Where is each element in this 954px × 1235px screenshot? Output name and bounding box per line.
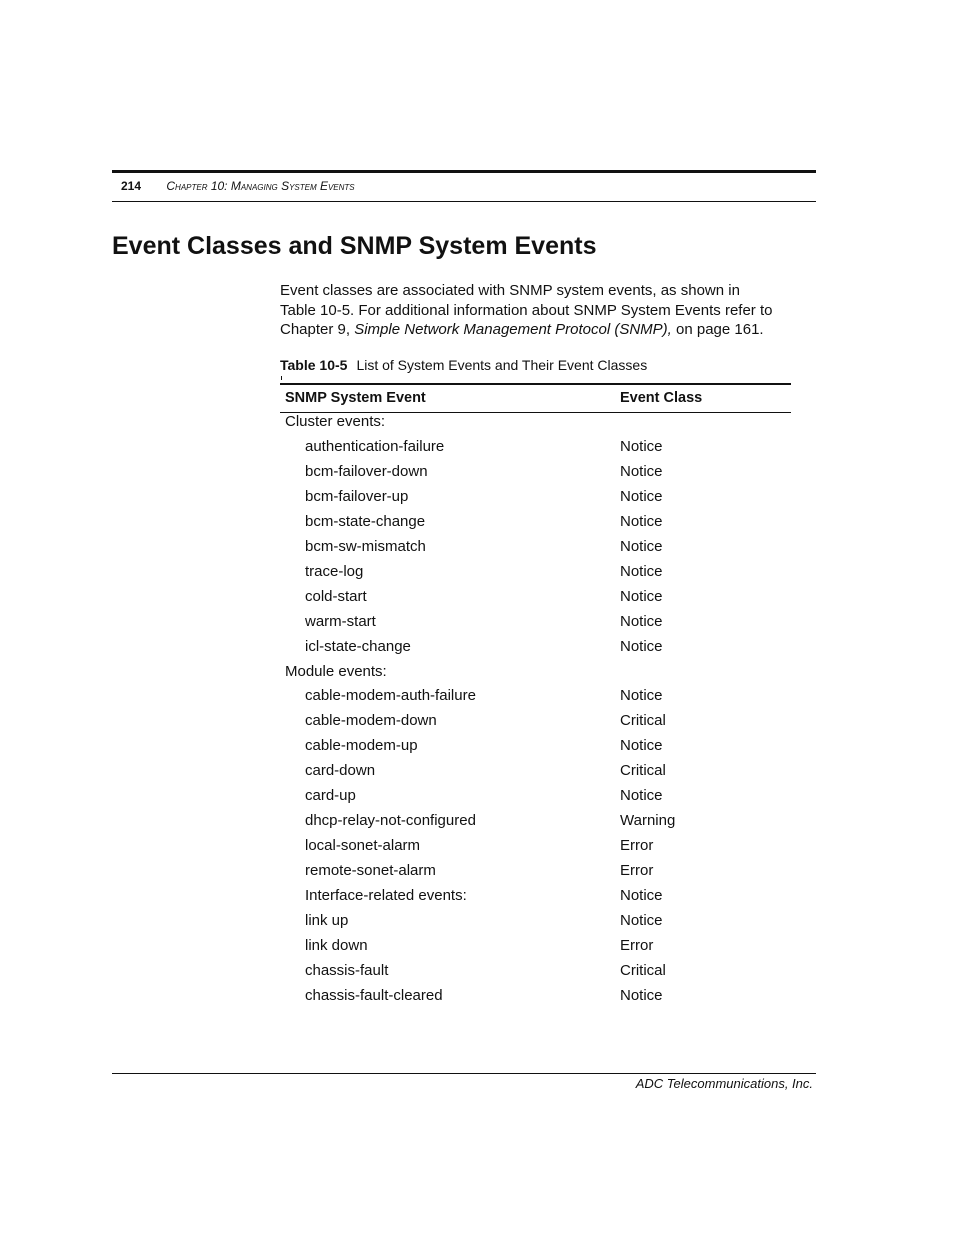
event-name: cold-start	[305, 587, 367, 605]
intro-line-1: Event classes are associated with SNMP system events, as shown in	[280, 282, 740, 299]
table-row	[280, 886, 791, 911]
table-top-rule	[280, 383, 791, 385]
event-class: Notice	[620, 587, 663, 605]
event-name: card-down	[305, 762, 376, 780]
event-name: bcm-state-change	[305, 512, 426, 530]
table-row	[280, 836, 791, 861]
event-name: trace-log	[305, 562, 364, 580]
event-name: Module events:	[285, 662, 387, 680]
intro-paragraph	[280, 281, 810, 340]
header-bottom-rule	[112, 201, 816, 202]
event-class: Notice	[620, 562, 663, 580]
table-row	[280, 612, 791, 637]
event-class: Notice	[620, 537, 663, 555]
table-row	[280, 861, 791, 886]
event-class: Error	[620, 936, 654, 954]
table-row	[280, 786, 791, 811]
table-row	[280, 512, 791, 537]
table-row	[280, 487, 791, 512]
event-name: chassis-fault-cleared	[305, 986, 443, 1004]
table-row	[280, 462, 791, 487]
event-name: chassis-fault	[305, 961, 389, 979]
event-name: bcm-failover-down	[305, 462, 428, 480]
event-class: Notice	[620, 986, 663, 1004]
column-header-event: SNMP System Event	[285, 390, 426, 406]
event-class: Critical	[620, 712, 666, 730]
table-caption-label: Table 10-5	[280, 357, 348, 373]
chapter-title: Chapter 10: Managing System Events	[166, 179, 355, 193]
event-name: link down	[305, 936, 368, 954]
intro-line-2: Table 10-5. For additional information about SNMP System Events refer to	[280, 301, 773, 319]
table-row	[280, 911, 791, 936]
table-row	[280, 986, 791, 1011]
table-caption-text: List of System Events and Their Event Classes	[356, 357, 648, 373]
event-class: Notice	[620, 912, 663, 929]
page-number: 214	[121, 179, 142, 193]
table-row	[280, 686, 791, 711]
footer-rule	[112, 1073, 816, 1074]
event-class: Notice	[620, 462, 663, 480]
event-name: bcm-failover-up	[305, 487, 409, 505]
table-row	[280, 761, 791, 786]
event-class: Error	[620, 862, 654, 880]
intro-line-3-prefix: Chapter 9,	[280, 321, 355, 338]
header-top-rule	[112, 170, 816, 173]
event-class: Notice	[620, 737, 663, 755]
event-name: cable-modem-auth-failure	[305, 687, 476, 705]
event-class: Critical	[620, 762, 666, 780]
event-class: Notice	[620, 887, 663, 905]
event-class: Warning	[620, 812, 676, 830]
event-name: warm-start	[305, 612, 376, 630]
chapter-reference: Simple Network Management Protocol (SNMP),	[354, 321, 672, 338]
table-row	[280, 811, 791, 836]
event-name: link up	[305, 912, 349, 929]
table-row	[280, 437, 791, 462]
event-class: Notice	[620, 612, 663, 630]
running-header	[121, 178, 355, 194]
event-class: Notice	[620, 637, 663, 655]
event-name: dhcp-relay-not-configured	[305, 812, 476, 830]
table-caption	[280, 356, 647, 374]
event-name: cable-modem-down	[305, 712, 437, 730]
event-class: Notice	[620, 512, 663, 530]
event-class: Notice	[620, 687, 663, 705]
caption-marker	[281, 376, 282, 380]
event-name: card-up	[305, 787, 356, 805]
event-class: Notice	[620, 787, 663, 805]
table-group-row	[280, 662, 791, 687]
intro-line-3-suffix: on page 161.	[671, 321, 764, 338]
event-name: local-sonet-alarm	[305, 837, 421, 855]
column-header-class: Event Class	[620, 390, 703, 406]
event-class: Notice	[620, 487, 663, 505]
event-name: remote-sonet-alarm	[305, 862, 436, 880]
section-heading: Event Classes and SNMP System Events	[112, 232, 597, 260]
event-name: Interface-related events:	[305, 887, 467, 905]
table-row	[280, 637, 791, 662]
table-row	[280, 537, 791, 562]
table-group-row	[280, 412, 791, 437]
table-row	[280, 711, 791, 736]
table-row	[280, 936, 791, 961]
table-row	[280, 587, 791, 612]
table-row	[280, 562, 791, 587]
table-row	[280, 736, 791, 761]
table-row	[280, 961, 791, 986]
event-class: Critical	[620, 961, 666, 979]
footer-publisher: ADC Telecommunications, Inc.	[635, 1076, 813, 1091]
event-name: cable-modem-up	[305, 737, 418, 755]
event-name: authentication-failure	[305, 437, 445, 455]
event-class: Error	[620, 837, 654, 855]
event-name: bcm-sw-mismatch	[305, 537, 426, 555]
event-name: Cluster events:	[285, 413, 386, 430]
event-name: icl-state-change	[305, 637, 411, 655]
event-class: Notice	[620, 437, 663, 455]
